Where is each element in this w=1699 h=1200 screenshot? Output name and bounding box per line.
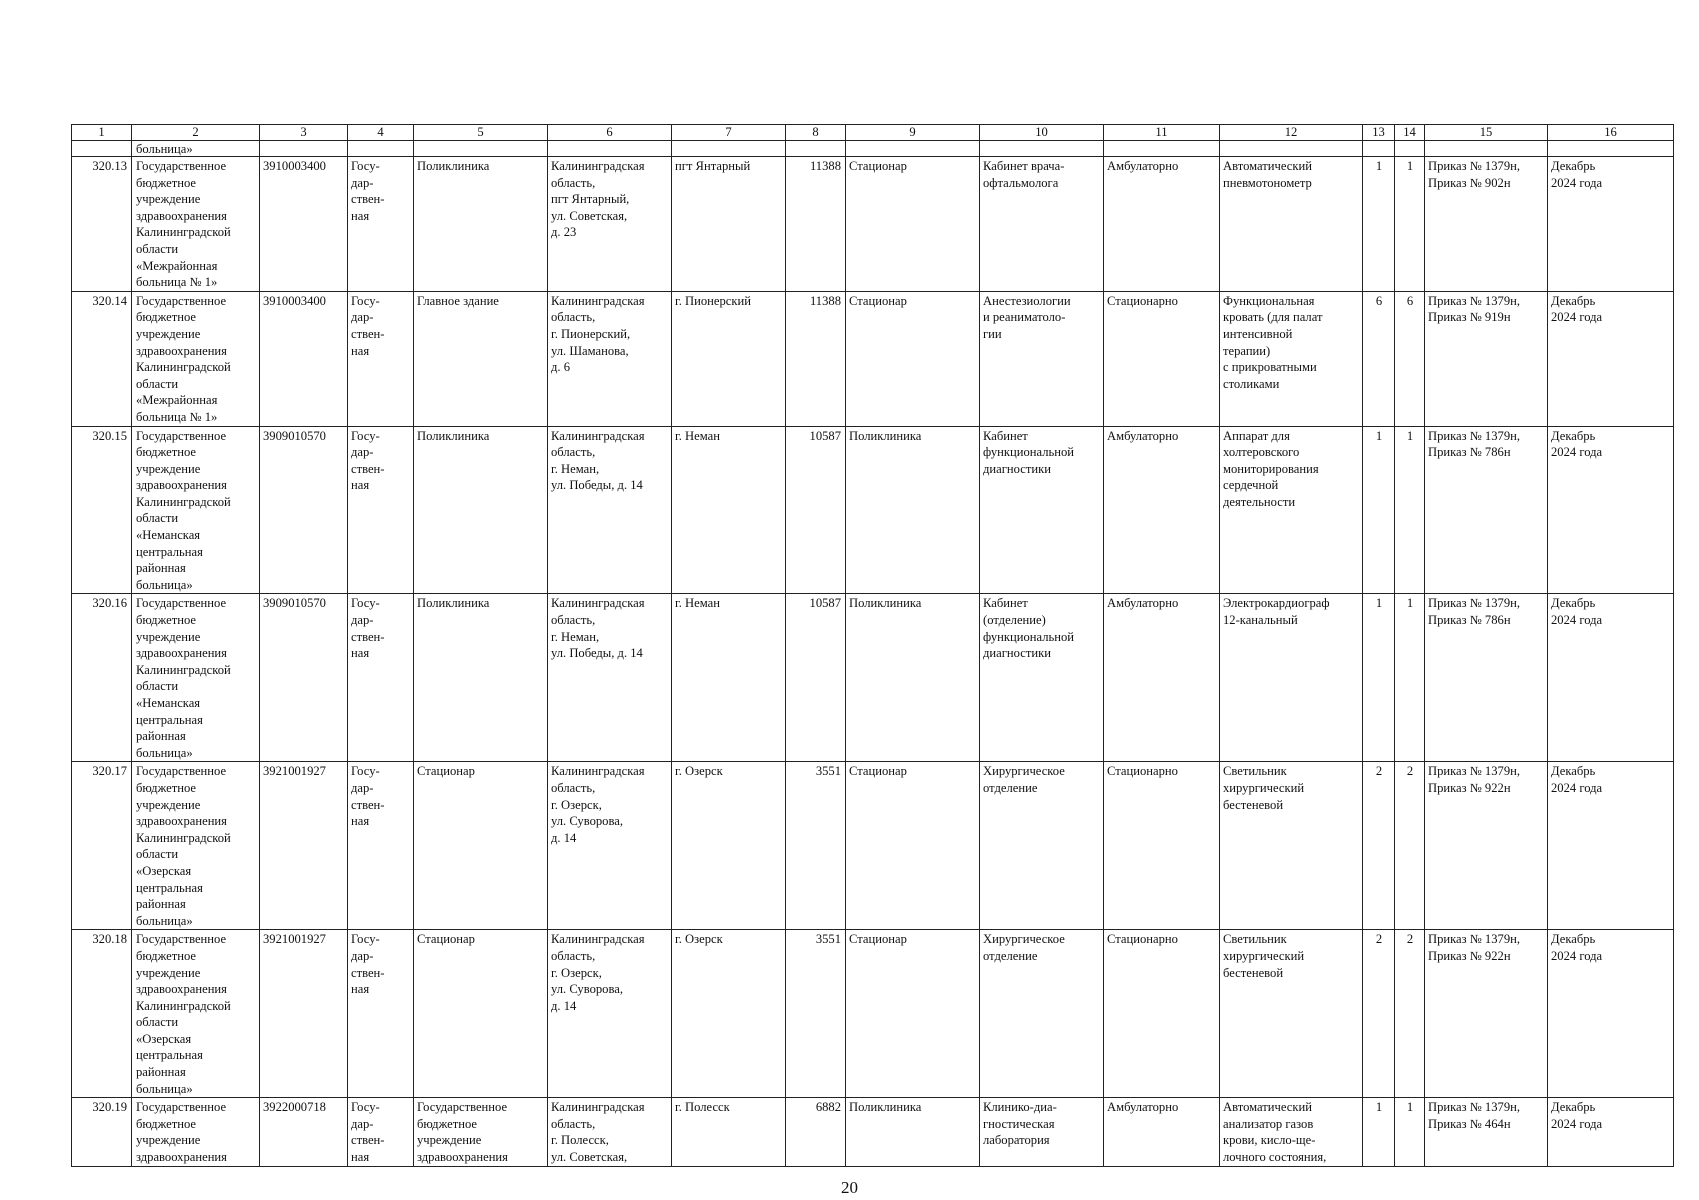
continuation-cell	[846, 141, 980, 157]
column-number-4: 4	[348, 125, 414, 141]
department-cell: Клинико-диа- гностическая лаборатория	[980, 1098, 1104, 1166]
department-cell: Кабинет функциональной диагностики	[980, 426, 1104, 594]
deadline-cell: Декабрь 2024 года	[1548, 930, 1674, 1098]
building-cell: Поликлиника	[414, 594, 548, 762]
row-number-cell: 320.19	[72, 1098, 132, 1166]
order-reference-cell: Приказ № 1379н, Приказ № 786н	[1425, 594, 1548, 762]
unit-type-cell: Стационар	[846, 930, 980, 1098]
equipment-table-sheet	[71, 124, 1673, 1167]
care-conditions-cell: Стационарно	[1104, 930, 1220, 1098]
address-cell: Калининградская область, г. Полесск, ул. Советская,	[548, 1098, 672, 1166]
institution-name-cell: Государственное бюджетное учреждение здравоохранения Калининградской области «Межрайонная больница № 1»	[132, 291, 260, 426]
quantity-required-cell: 1	[1363, 426, 1395, 594]
row-number-cell: 320.13	[72, 157, 132, 292]
care-conditions-cell: Амбулаторно	[1104, 1098, 1220, 1166]
order-reference-cell: Приказ № 1379н, Приказ № 919н	[1425, 291, 1548, 426]
inn-cell: 3909010570	[260, 594, 348, 762]
quantity-planned-cell: 2	[1395, 930, 1425, 1098]
inn-cell: 3910003400	[260, 291, 348, 426]
continuation-cell	[548, 141, 672, 157]
inn-cell: 3922000718	[260, 1098, 348, 1166]
continuation-cell	[1548, 141, 1674, 157]
continuation-cell	[260, 141, 348, 157]
address-cell: Калининградская область, г. Озерск, ул. Суворова, д. 14	[548, 930, 672, 1098]
population-cell: 3551	[786, 762, 846, 930]
column-number-16: 16	[1548, 125, 1674, 141]
continuation-row	[72, 141, 1674, 157]
department-cell: Кабинет врача- офтальмолога	[980, 157, 1104, 292]
equipment-name-cell: Автоматический пневмотонометр	[1220, 157, 1363, 292]
column-number-11: 11	[1104, 125, 1220, 141]
institution-name-cell: Государственное бюджетное учреждение здравоохранения	[132, 1098, 260, 1166]
population-cell: 10587	[786, 594, 846, 762]
locality-cell: г. Неман	[672, 426, 786, 594]
continuation-cell	[1363, 141, 1395, 157]
order-reference-cell: Приказ № 1379н, Приказ № 922н	[1425, 930, 1548, 1098]
continuation-cell	[1425, 141, 1548, 157]
department-cell: Кабинет (отделение) функциональной диагностики	[980, 594, 1104, 762]
order-reference-cell: Приказ № 1379н, Приказ № 464н	[1425, 1098, 1548, 1166]
equipment-name-cell: Автоматический анализатор газов крови, кисло-ще- лочного состояния,	[1220, 1098, 1363, 1166]
unit-type-cell: Стационар	[846, 291, 980, 426]
quantity-planned-cell: 1	[1395, 1098, 1425, 1166]
building-cell: Поликлиника	[414, 157, 548, 292]
address-cell: Калининградская область, пгт Янтарный, ул. Советская, д. 23	[548, 157, 672, 292]
column-number-9: 9	[846, 125, 980, 141]
building-cell: Главное здание	[414, 291, 548, 426]
table-row	[72, 762, 1674, 930]
ownership-form-cell: Госу- дар- ствен- ная	[348, 157, 414, 292]
deadline-cell: Декабрь 2024 года	[1548, 426, 1674, 594]
column-number-2: 2	[132, 125, 260, 141]
quantity-planned-cell: 1	[1395, 594, 1425, 762]
continuation-cell	[1220, 141, 1363, 157]
quantity-required-cell: 1	[1363, 594, 1395, 762]
locality-cell: г. Неман	[672, 594, 786, 762]
column-number-13: 13	[1363, 125, 1395, 141]
continuation-cell	[414, 141, 548, 157]
inn-cell: 3909010570	[260, 426, 348, 594]
department-cell: Хирургическое отделение	[980, 762, 1104, 930]
ownership-form-cell: Госу- дар- ствен- ная	[348, 762, 414, 930]
table-row	[72, 594, 1674, 762]
quantity-required-cell: 2	[1363, 762, 1395, 930]
equipment-name-cell: Аппарат для холтеровского мониторирования сердечной деятельности	[1220, 426, 1363, 594]
institution-name-cell: Государственное бюджетное учреждение здравоохранения Калининградской области «Озерская центральная районная больница»	[132, 930, 260, 1098]
address-cell: Калининградская область, г. Неман, ул. Победы, д. 14	[548, 426, 672, 594]
page-number: 20	[841, 1178, 858, 1197]
deadline-cell: Декабрь 2024 года	[1548, 291, 1674, 426]
quantity-planned-cell: 1	[1395, 426, 1425, 594]
column-number-5: 5	[414, 125, 548, 141]
column-number-10: 10	[980, 125, 1104, 141]
continuation-cell	[786, 141, 846, 157]
order-reference-cell: Приказ № 1379н, Приказ № 922н	[1425, 762, 1548, 930]
column-number-12: 12	[1220, 125, 1363, 141]
equipment-name-cell: Функциональная кровать (для палат интенсивной терапии) с прикроватными столиками	[1220, 291, 1363, 426]
address-cell: Калининградская область, г. Пионерский, ул. Шаманова, д. 6	[548, 291, 672, 426]
locality-cell: г. Озерск	[672, 930, 786, 1098]
inn-cell: 3921001927	[260, 762, 348, 930]
order-reference-cell: Приказ № 1379н, Приказ № 786н	[1425, 426, 1548, 594]
care-conditions-cell: Стационарно	[1104, 291, 1220, 426]
quantity-planned-cell: 2	[1395, 762, 1425, 930]
department-cell: Хирургическое отделение	[980, 930, 1104, 1098]
table-row	[72, 291, 1674, 426]
column-number-14: 14	[1395, 125, 1425, 141]
quantity-planned-cell: 6	[1395, 291, 1425, 426]
population-cell: 11388	[786, 291, 846, 426]
institution-name-cell: Государственное бюджетное учреждение здравоохранения Калининградской области «Озерская центральная районная больница»	[132, 762, 260, 930]
row-number-cell: 320.14	[72, 291, 132, 426]
row-number-cell: 320.17	[72, 762, 132, 930]
equipment-name-cell: Светильник хирургический бестеневой	[1220, 762, 1363, 930]
locality-cell: г. Пионерский	[672, 291, 786, 426]
quantity-required-cell: 1	[1363, 1098, 1395, 1166]
building-cell: Стационар	[414, 762, 548, 930]
ownership-form-cell: Госу- дар- ствен- ная	[348, 291, 414, 426]
care-conditions-cell: Стационарно	[1104, 762, 1220, 930]
continuation-cell	[980, 141, 1104, 157]
inn-cell: 3910003400	[260, 157, 348, 292]
inn-cell: 3921001927	[260, 930, 348, 1098]
unit-type-cell: Стационар	[846, 157, 980, 292]
continuation-cell	[672, 141, 786, 157]
quantity-required-cell: 1	[1363, 157, 1395, 292]
column-number-7: 7	[672, 125, 786, 141]
unit-type-cell: Поликлиника	[846, 594, 980, 762]
building-cell: Государственное бюджетное учреждение здравоохранения	[414, 1098, 548, 1166]
row-number-cell: 320.15	[72, 426, 132, 594]
column-number-8: 8	[786, 125, 846, 141]
ownership-form-cell: Госу- дар- ствен- ная	[348, 1098, 414, 1166]
population-cell: 11388	[786, 157, 846, 292]
ownership-form-cell: Госу- дар- ствен- ная	[348, 594, 414, 762]
locality-cell: г. Озерск	[672, 762, 786, 930]
quantity-required-cell: 2	[1363, 930, 1395, 1098]
continuation-cell	[72, 141, 132, 157]
table-row	[72, 930, 1674, 1098]
locality-cell: г. Полесск	[672, 1098, 786, 1166]
equipment-name-cell: Электрокардиограф 12-канальный	[1220, 594, 1363, 762]
locality-cell: пгт Янтарный	[672, 157, 786, 292]
table-row	[72, 157, 1674, 292]
deadline-cell: Декабрь 2024 года	[1548, 762, 1674, 930]
address-cell: Калининградская область, г. Неман, ул. Победы, д. 14	[548, 594, 672, 762]
deadline-cell: Декабрь 2024 года	[1548, 1098, 1674, 1166]
population-cell: 6882	[786, 1098, 846, 1166]
equipment-name-cell: Светильник хирургический бестеневой	[1220, 930, 1363, 1098]
care-conditions-cell: Амбулаторно	[1104, 157, 1220, 292]
ownership-form-cell: Госу- дар- ствен- ная	[348, 930, 414, 1098]
department-cell: Анестезиологии и реаниматоло- гии	[980, 291, 1104, 426]
institution-name-cell: Государственное бюджетное учреждение здравоохранения Калининградской области «Межрайонная больница № 1»	[132, 157, 260, 292]
continuation-cell	[1104, 141, 1220, 157]
unit-type-cell: Поликлиника	[846, 1098, 980, 1166]
column-number-15: 15	[1425, 125, 1548, 141]
order-reference-cell: Приказ № 1379н, Приказ № 902н	[1425, 157, 1548, 292]
unit-type-cell: Стационар	[846, 762, 980, 930]
quantity-required-cell: 6	[1363, 291, 1395, 426]
building-cell: Стационар	[414, 930, 548, 1098]
unit-type-cell: Поликлиника	[846, 426, 980, 594]
institution-name-cell: Государственное бюджетное учреждение здравоохранения Калининградской области «Неманская центральная районная больница»	[132, 426, 260, 594]
care-conditions-cell: Амбулаторно	[1104, 594, 1220, 762]
continuation-cell	[1395, 141, 1425, 157]
equipment-table	[71, 124, 1674, 1167]
care-conditions-cell: Амбулаторно	[1104, 426, 1220, 594]
deadline-cell: Декабрь 2024 года	[1548, 157, 1674, 292]
ownership-form-cell: Госу- дар- ствен- ная	[348, 426, 414, 594]
column-number-3: 3	[260, 125, 348, 141]
quantity-planned-cell: 1	[1395, 157, 1425, 292]
table-row	[72, 426, 1674, 594]
population-cell: 10587	[786, 426, 846, 594]
table-row	[72, 1098, 1674, 1166]
deadline-cell: Декабрь 2024 года	[1548, 594, 1674, 762]
continuation-cell	[348, 141, 414, 157]
column-number-6: 6	[548, 125, 672, 141]
row-number-cell: 320.18	[72, 930, 132, 1098]
population-cell: 3551	[786, 930, 846, 1098]
continuation-cell: больница»	[132, 141, 260, 157]
building-cell: Поликлиника	[414, 426, 548, 594]
address-cell: Калининградская область, г. Озерск, ул. Суворова, д. 14	[548, 762, 672, 930]
institution-name-cell: Государственное бюджетное учреждение здравоохранения Калининградской области «Неманская центральная районная больница»	[132, 594, 260, 762]
column-number-header-row	[72, 125, 1674, 141]
column-number-1: 1	[72, 125, 132, 141]
row-number-cell: 320.16	[72, 594, 132, 762]
